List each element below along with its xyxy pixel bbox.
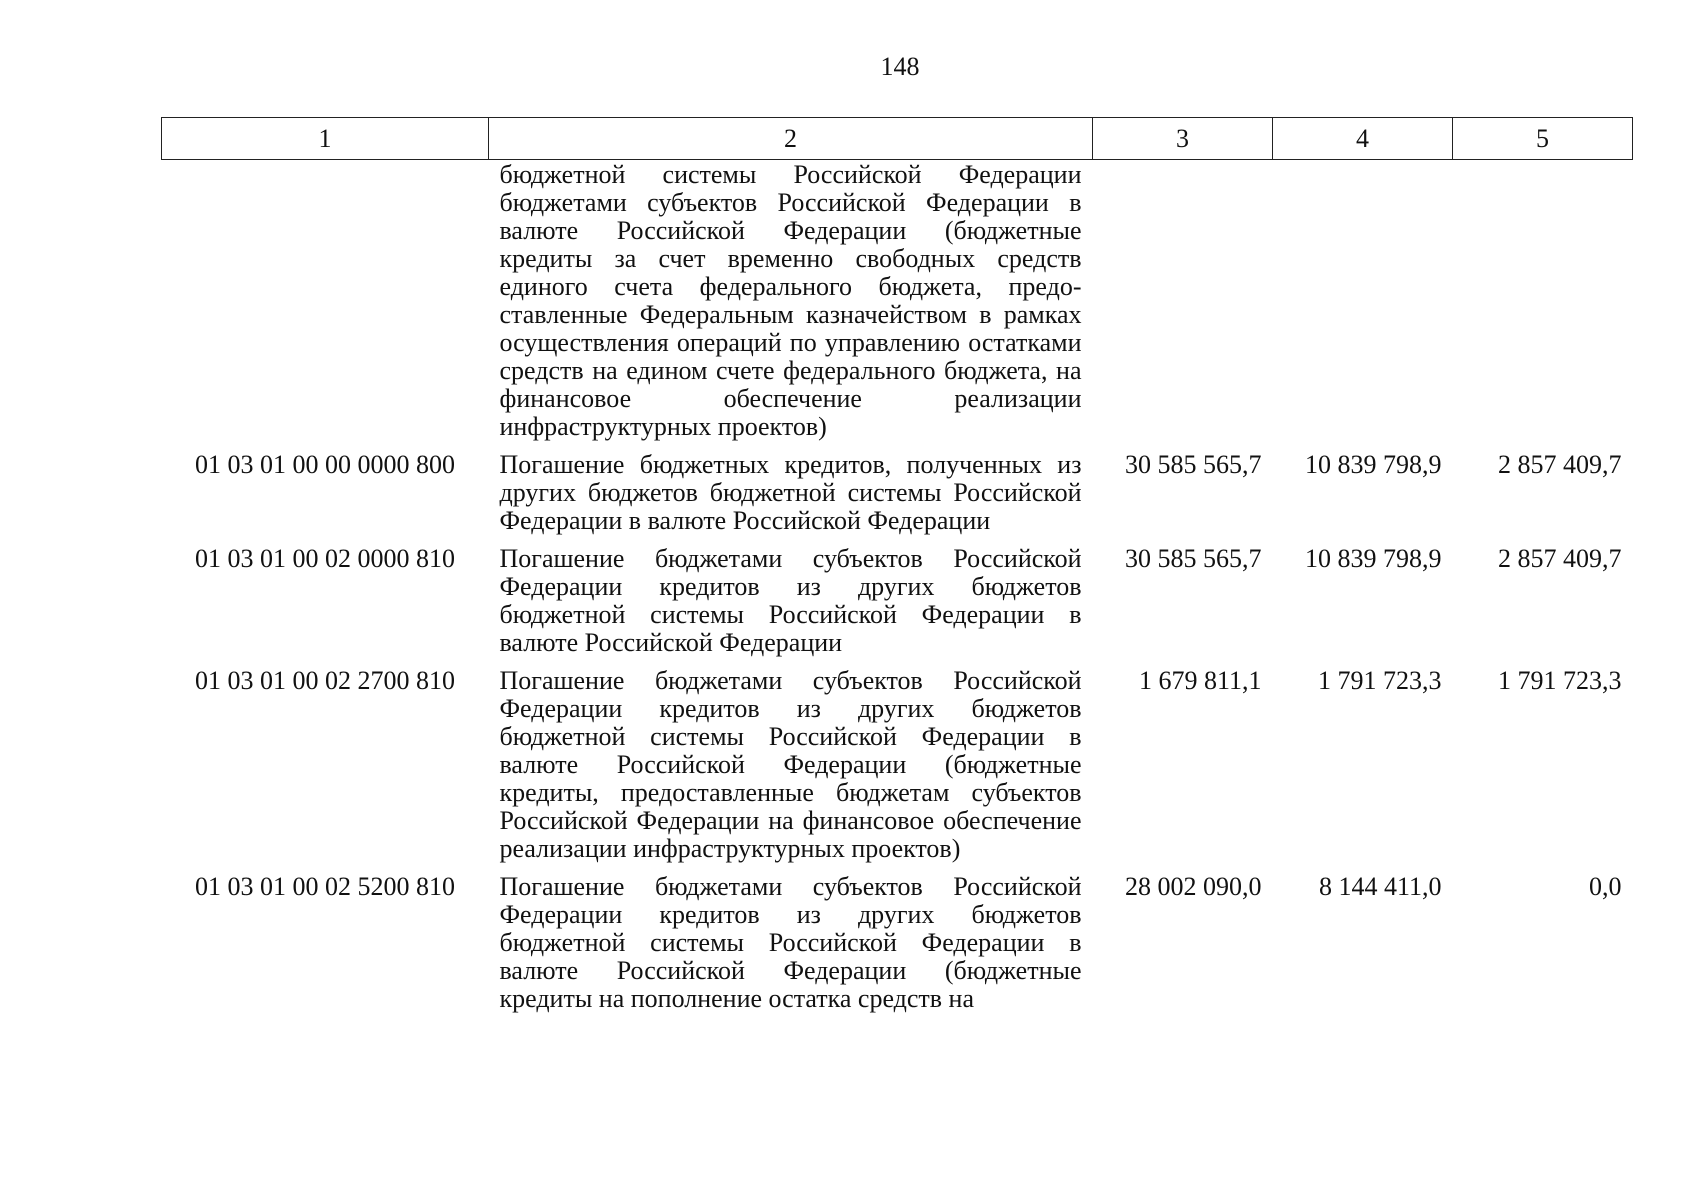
row-description: Погашение бюджетных кредитов, полученных из других бюджетов бюджетной системы Российской Федерации в валюте Российской Федерации (499, 450, 1082, 535)
page-number: 148 (880, 52, 920, 81)
table-row (162, 536, 1633, 658)
table-body (162, 160, 1633, 1015)
row-description: бюджетной системы Российской Федерации бюджетами субъектов Российской Федерации в валюте Российской Федерации (бюджетные кредиты за счет временно свободных средств единого счета федерального бюджета, предоставленные Федеральным казначейством в рамках осуществления операций по управлению остатками средств на едином счете федерального бюджета, на финансовое обеспечение реализации инфраструктурных проектов) (499, 160, 1082, 441)
row-code (162, 160, 489, 443)
row-code: 01 03 01 00 02 0000 810 (195, 544, 455, 573)
table-row (162, 864, 1633, 1014)
row-value-col5: 0,0 (1589, 872, 1622, 901)
header-col-5: 5 (1453, 118, 1633, 160)
table-header (162, 118, 1633, 160)
header-row (162, 118, 1633, 160)
row-value-col3: 1 679 811,1 (1138, 666, 1262, 695)
row-value-col3 (1093, 160, 1273, 443)
row-description: Погашение бюджетами субъектов Российской Федерации кредитов из других бюджетов бюджетной системы Российской Федерации в валюте Российской Федерации (499, 544, 1082, 657)
row-value-col5: 2 857 409,7 (1498, 544, 1622, 573)
table-row (162, 160, 1633, 443)
header-col-1: 1 (162, 118, 489, 160)
row-value-col4: 10 839 798,9 (1305, 544, 1442, 573)
row-code: 01 03 01 00 02 5200 810 (195, 872, 455, 901)
header-col-4: 4 (1273, 118, 1453, 160)
row-value-col3: 28 002 090,0 (1125, 872, 1262, 901)
row-value-col4: 10 839 798,9 (1305, 450, 1442, 479)
budget-table (161, 117, 1633, 1014)
row-description: Погашение бюджетами субъектов Российской Федерации кредитов из других бюджетов бюджетной системы Российской Федерации в валюте Российской Федерации (бюджетные кредиты, предоставленные бюджетам субъектов Российской Федерации на финансовое обеспечение реализации инфраструктурных проектов) (499, 666, 1082, 863)
header-col-2: 2 (489, 118, 1093, 160)
row-value-col5: 2 857 409,7 (1498, 450, 1622, 479)
table-row (162, 442, 1633, 536)
header-col-3: 3 (1093, 118, 1273, 160)
row-code: 01 03 01 00 00 0000 800 (195, 450, 455, 479)
row-code: 01 03 01 00 02 2700 810 (195, 666, 455, 695)
row-value-col4: 1 791 723,3 (1318, 666, 1442, 695)
row-value-col4: 8 144 411,0 (1318, 872, 1442, 901)
table-row (162, 658, 1633, 864)
row-value-col4 (1273, 160, 1453, 443)
row-description: Погашение бюджетами субъектов Российской Федерации кредитов из других бюджетов бюджетной системы Российской Федерации в валюте Российской Федерации (бюджетные кредиты на пополнение остатка средств на (499, 872, 1082, 1013)
row-value-col3: 30 585 565,7 (1125, 544, 1262, 573)
row-value-col5: 1 791 723,3 (1498, 666, 1622, 695)
row-value-col3: 30 585 565,7 (1125, 450, 1262, 479)
row-value-col5 (1453, 160, 1633, 443)
